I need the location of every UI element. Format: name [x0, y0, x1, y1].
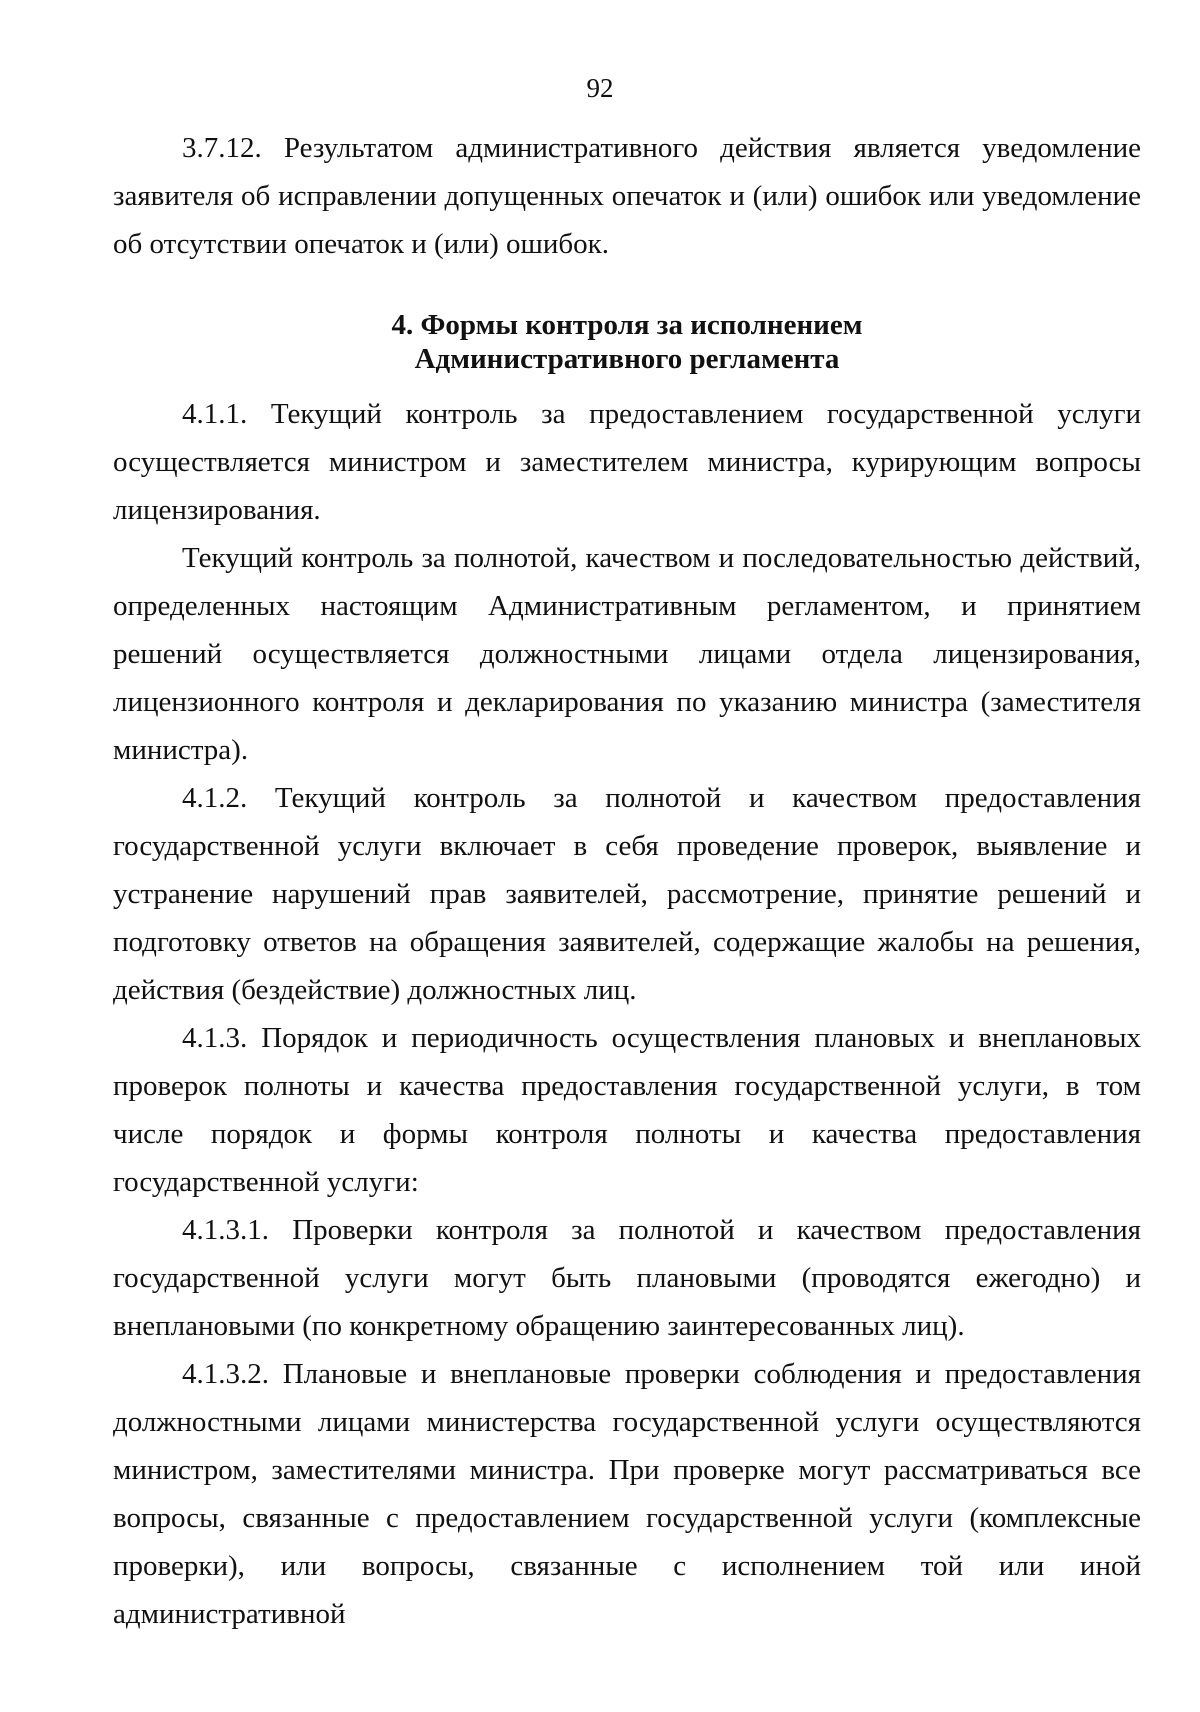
paragraph-4-1-1: 4.1.1. Текущий контроль за предоставлением государственной услуги осуществляется министром и заместителем министра, курирующим вопросы лицензирования. [113, 398, 1141, 526]
paragraph-4-1-3-2: 4.1.3.2. Плановые и внеплановые проверки соблюдения и предоставления должностными лицами министерства государственной услуги осуществляются министром, заместителями министра. При проверке могут рассматриваться все вопросы, связанные с предоставлением государственной услуги (комплексные проверки), или вопросы, связанные с исполнением той или иной административной [113, 1358, 1141, 1630]
paragraph-4-1-2: 4.1.2. Текущий контроль за полнотой и качеством предоставления государственной услуги включает в себя проведение проверок, выявление и устранение нарушений прав заявителей, рассмотрение, принятие решений и подготовку ответов на обращения заявителей, содержащие жалобы на решения, действия (бездействие) должностных лиц. [113, 782, 1141, 1006]
paragraph-current-control: Текущий контроль за полнотой, качеством и последовательностью действий, определенных настоящим Административным регламентом, и принятием решений осуществляется должностными лицами отдела лицензирования, лицензионного контроля и декларирования по указанию министра (заместителя министра). [113, 542, 1141, 766]
page-number: 92 [586, 73, 614, 103]
paragraph-4-1-3-1: 4.1.3.1. Проверки контроля за полнотой и качеством предоставления государственной услуги могут быть плановыми (проводятся ежегодно) и внеплановыми (по конкретному обращению заинтересованных лиц). [113, 1214, 1141, 1342]
section-heading-line-1: 4. Формы контроля за исполнением [391, 309, 863, 341]
section-heading-line-2: Административного регламента [414, 343, 840, 375]
section-heading [113, 308, 1141, 376]
spacer [113, 376, 1141, 390]
paragraph-4-1-3: 4.1.3. Порядок и периодичность осуществления плановых и внеплановых проверок полноты и качества предоставления государственной услуги, в том числе порядок и формы контроля полноты и качества предоставления государственной услуги: [113, 1022, 1141, 1198]
document-body [113, 124, 1141, 1638]
paragraph-3-7-12: 3.7.12. Результатом административного действия является уведомление заявителя об исправлении допущенных опечаток и (или) ошибок или уведомление об отсутствии опечаток и (или) ошибок. [113, 132, 1141, 260]
spacer [113, 268, 1141, 308]
